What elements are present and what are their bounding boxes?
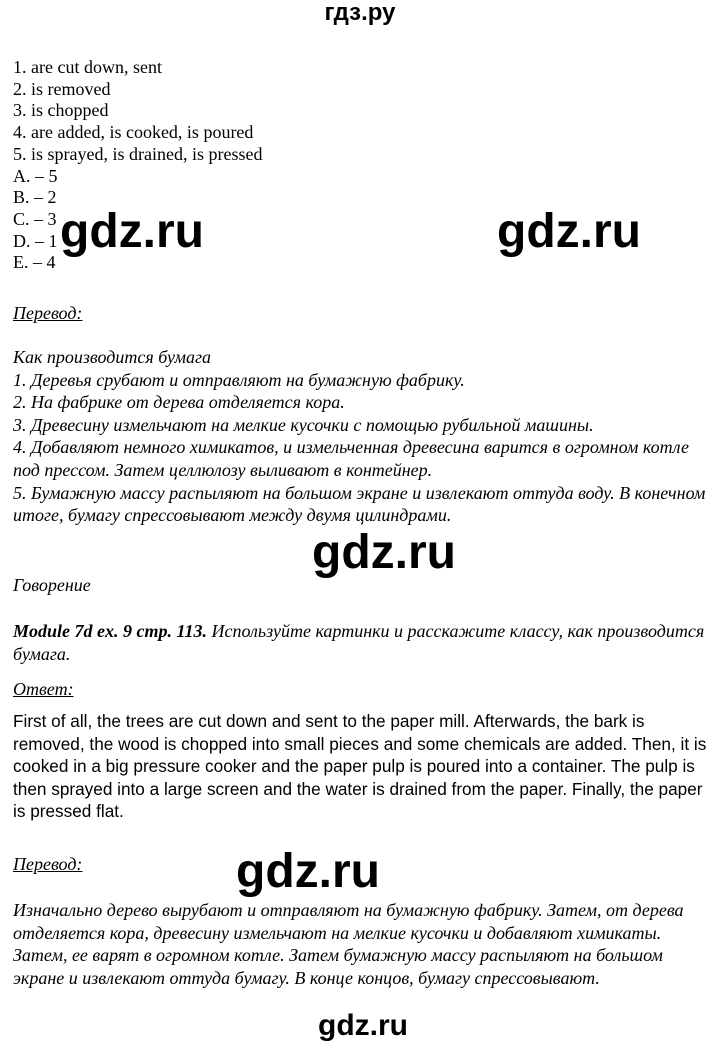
answer-item: D. – 1 xyxy=(13,230,58,251)
translation-block xyxy=(13,346,713,527)
answer-item: 1. are cut down, sent xyxy=(13,57,162,77)
watermark: gdz.ru xyxy=(60,205,204,258)
answer-item: A. – 5 xyxy=(13,165,58,186)
site-header: гдз.ру xyxy=(324,0,396,26)
translation-text: Изначально дерево вырубают и отправляют на бумажную фабрику. Затем, от дерева отделяется кора, древесину измельчают на мелкие кусочки и добавляют химикаты. Затем, ее варят в огромном котле. Затем бумажную массу распыляют на большом экране и извлекают оттуда бумагу. В конце концов, бумагу спрессовывают. xyxy=(13,900,684,988)
answer-item: 2. is removed xyxy=(13,78,111,99)
translation-label: Перевод: xyxy=(13,854,83,874)
watermark: gdz.ru xyxy=(236,845,380,898)
translation-line: 2. На фабрике от дерева отделяется кора. xyxy=(13,392,345,413)
answer-item: E. – 4 xyxy=(13,252,56,273)
translation-line: 3. Древесину измельчают на мелкие кусочки с помощью рубильной машины. xyxy=(13,414,594,435)
speaking-heading: Говорение xyxy=(13,575,91,595)
answer-item: 5. is sprayed, is drained, is pressed xyxy=(13,143,263,164)
answer-text: First of all, the trees are cut down and sent to the paper mill. Afterwards, the bark is removed, the wood is chopped into small pieces and some chemicals are added. Then, it is cooked in a big pressure cooker and the paper pulp is poured into a container. The pulp is then sprayed into a large screen and the water is drained from the paper. Finally, the paper is pressed flat. xyxy=(13,711,707,822)
translation-label: Перевод: xyxy=(13,303,83,323)
answer-item: 4. are added, is cooked, is poured xyxy=(13,122,254,143)
watermark: gdz.ru xyxy=(318,1009,408,1042)
answer-item: C. – 3 xyxy=(13,208,57,229)
watermark: gdz.ru xyxy=(497,205,641,258)
translation-title: Как производится бумага xyxy=(13,347,212,367)
answer-item: 3. is chopped xyxy=(13,100,109,121)
task-text: Используйте картинки и расскажите классу, как производится бумага. xyxy=(13,621,705,664)
translation-line: 4. Добавляют немного химикатов, и измельченная древесина варится в огромном котле под прессом. Затем целлюлозу выливают в контейнер. xyxy=(13,437,689,480)
answer-item: B. – 2 xyxy=(13,187,57,208)
task-description xyxy=(13,620,713,665)
task-reference: Module 7d ex. 9 стр. 113. xyxy=(13,621,207,641)
translation-line: 1. Деревья срубают и отправляют на бумажную фабрику. xyxy=(13,369,465,390)
answer-label: Ответ: xyxy=(13,679,74,699)
watermark: gdz.ru xyxy=(312,526,456,579)
translation-line: 5. Бумажную массу распыляют на большом экране и извлекают оттуда воду. В конечном итоге, бумагу спрессовывают между двумя цилиндрами. xyxy=(13,482,706,526)
